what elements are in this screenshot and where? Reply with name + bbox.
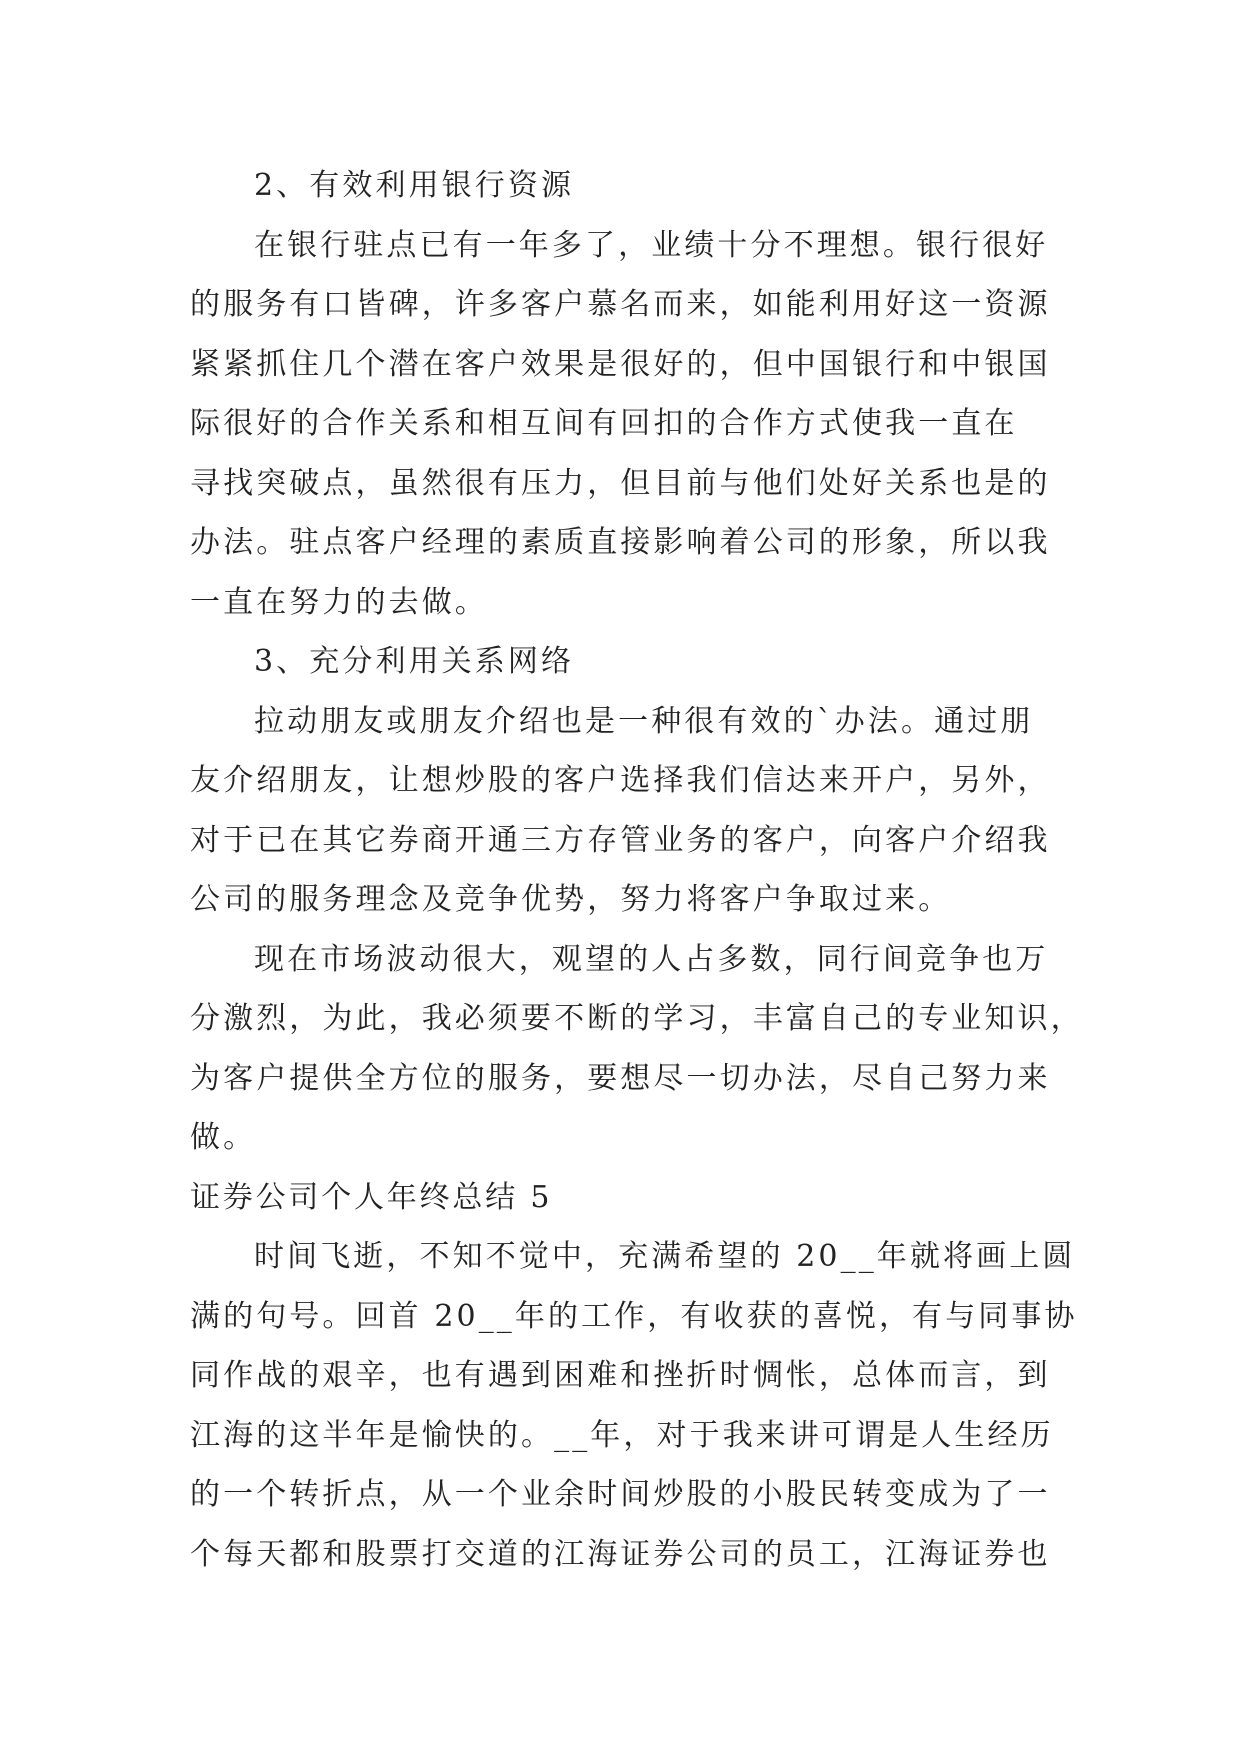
- text-line: 紧紧抓住几个潜在客户效果是很好的，但中国银行和中银国: [190, 346, 1051, 382]
- text-line: 分激烈，为此，我必须要不断的学习，丰富自己的专业知识，: [190, 1001, 1084, 1036]
- text-line: 寻找突破点，虽然很有压力，但目前与他们处好关系也是的: [190, 465, 1051, 501]
- text-line: 的服务有口皆碑，许多客户慕名而来，如能利用好这一资源: [190, 287, 1051, 322]
- text-line: 对于已在其它券商开通三方存管业务的客户，向客户介绍我: [190, 822, 1051, 858]
- section-heading: 3、充分利用关系网络: [254, 644, 575, 679]
- document-section-title: 证券公司个人年终总结 5: [190, 1179, 553, 1215]
- text-line: 的一个转折点，从一个业余时间炒股的小股民转变成为了一: [190, 1477, 1051, 1512]
- text-line: 为客户提供全方位的服务，要想尽一切办法，尽自己努力来: [190, 1060, 1051, 1096]
- text-line: 个每天都和股票打交道的江海证券公司的员工，江海证券也: [190, 1536, 1051, 1572]
- text-line: 办法。驻点客户经理的素质直接影响着公司的形象，所以我: [190, 525, 1051, 560]
- text-line: 友介绍朋友，让想炒股的客户选择我们信达来开户，另外，: [190, 763, 1051, 798]
- text-line: 一直在努力的去做。: [190, 584, 488, 620]
- text-line: 江海的这半年是愉快的。__年，对于我来讲可谓是人生经历: [190, 1417, 1054, 1453]
- text-line: 公司的服务理念及竞争优势，努力将客户争取过来。: [190, 882, 952, 917]
- text-line: 拉动朋友或朋友介绍也是一种很有效的`办法。通过朋: [254, 703, 1034, 739]
- text-line: 满的句号。回首 20__年的工作，有收获的喜悦，有与同事协: [190, 1298, 1078, 1334]
- text-line: 时间飞逝，不知不觉中，充满希望的 20__年就将画上圆: [254, 1239, 1076, 1274]
- text-line: 现在市场波动很大，观望的人占多数，同行间竞争也万: [254, 941, 1049, 977]
- document-body: [190, 156, 1084, 1584]
- text-line: 做。: [190, 1120, 257, 1155]
- text-line: 同作战的艰辛，也有遇到困难和挫折时惆怅，总体而言，到: [190, 1358, 1051, 1393]
- text-line: 际很好的合作关系和相互间有回扣的合作方式使我一直在: [190, 406, 1018, 441]
- section-heading: 2、有效利用银行资源: [254, 168, 575, 203]
- text-line: 在银行驻点已有一年多了，业绩十分不理想。银行很好: [254, 227, 1049, 263]
